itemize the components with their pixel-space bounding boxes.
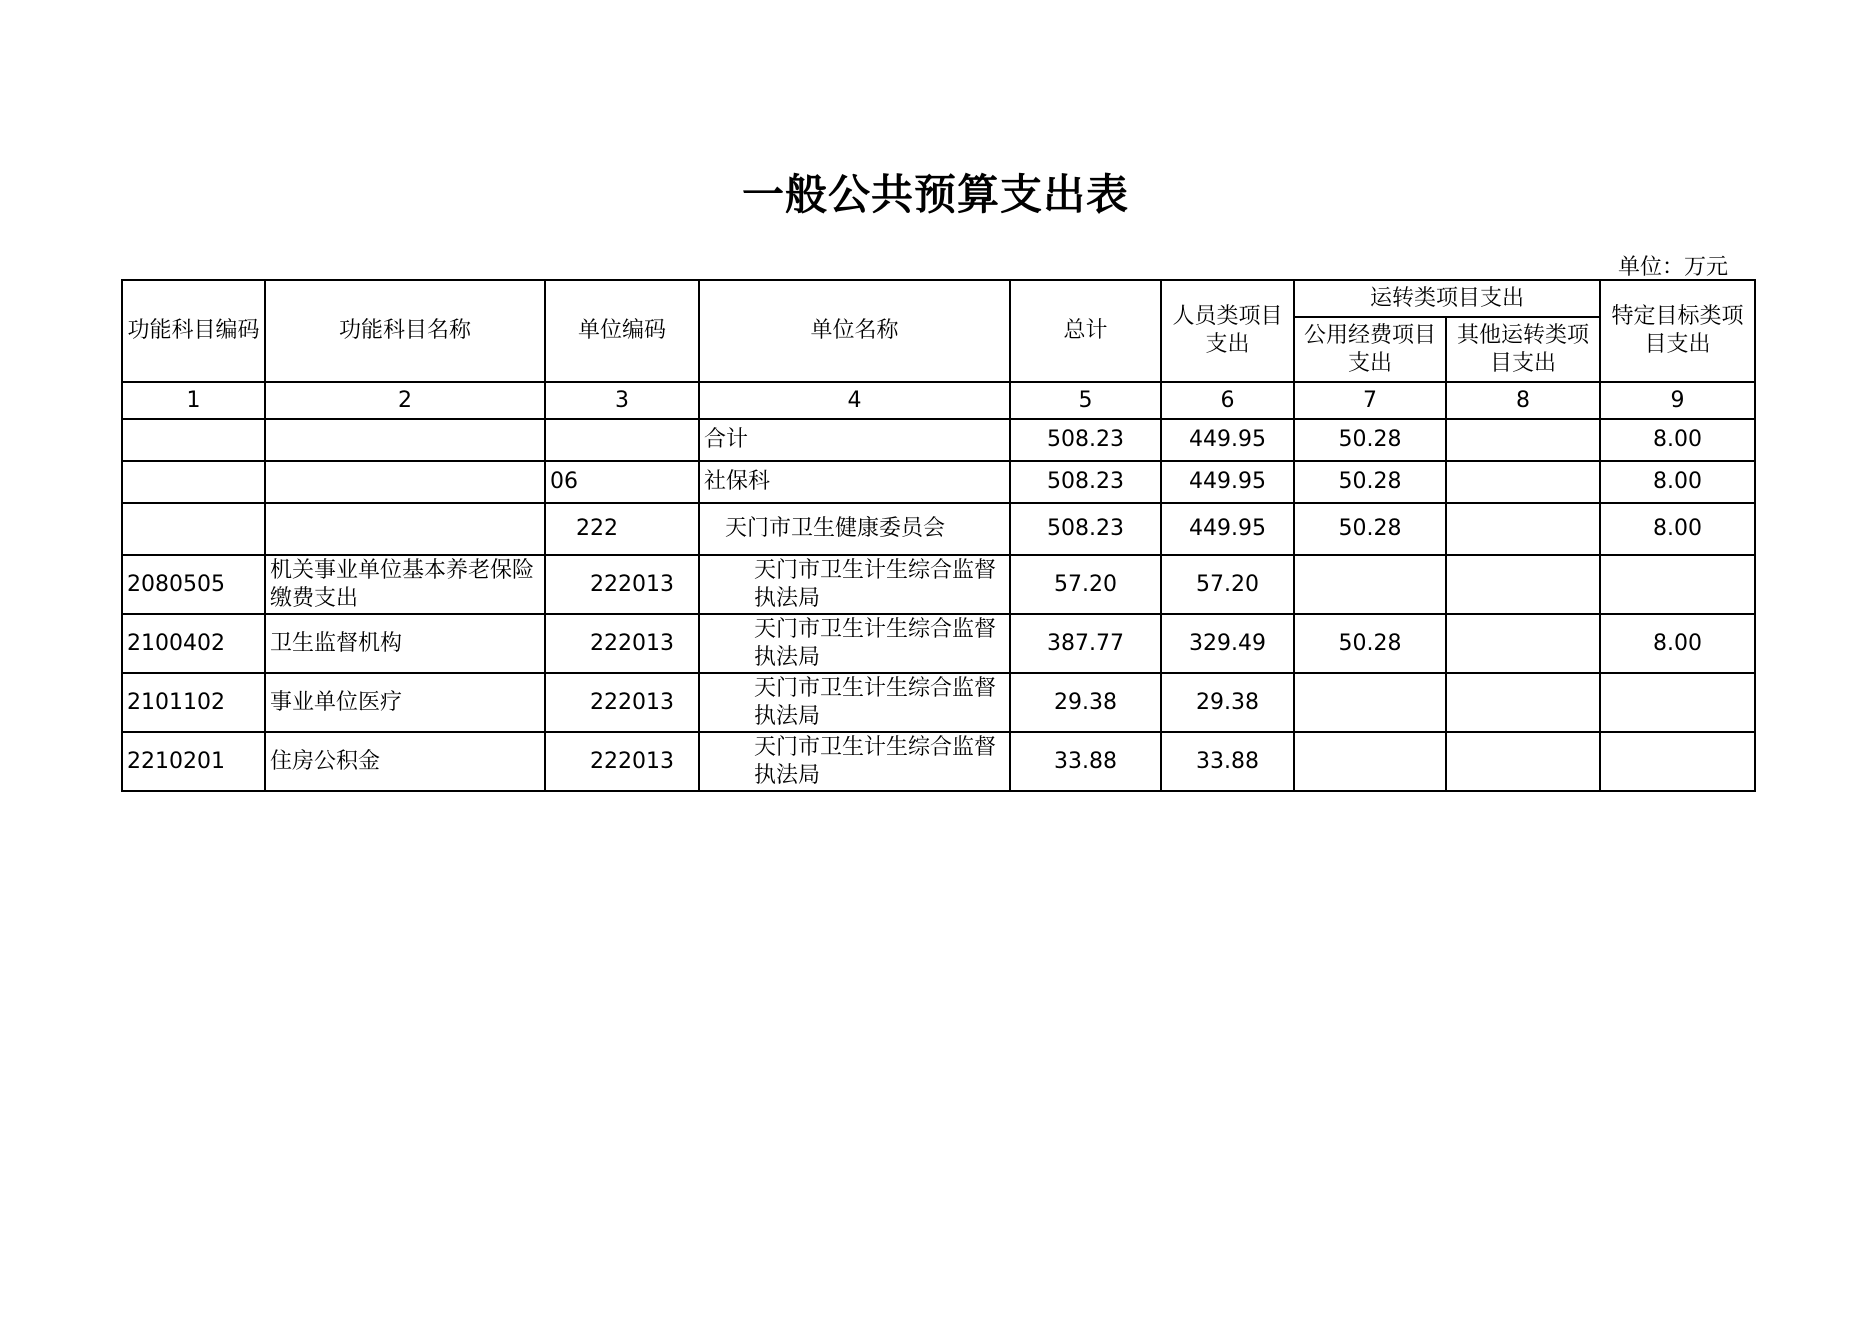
public-funds-cell: [1294, 555, 1446, 614]
personnel-cell: 449.95: [1161, 503, 1294, 555]
unit-label: 单位：万元: [1617, 255, 1728, 280]
unit-code-cell: [545, 419, 699, 461]
func-name-cell: [265, 461, 545, 503]
specific-cell: [1600, 673, 1755, 732]
table-row: [122, 419, 1755, 461]
func-name-cell: 卫生监督机构: [265, 614, 545, 673]
personnel-cell: 329.49: [1161, 614, 1294, 673]
total-cell: 387.77: [1010, 614, 1161, 673]
column-number: 6: [1161, 382, 1294, 419]
header-row: [122, 280, 1755, 317]
other-operation-cell: [1446, 419, 1600, 461]
func-code-cell: 2101102: [122, 673, 265, 732]
unit-code-cell: 222013: [545, 732, 699, 791]
func-code-cell: [122, 503, 265, 555]
unit-code-cell: 222013: [545, 614, 699, 673]
other-operation-cell: [1446, 503, 1600, 555]
other-operation-cell: [1446, 555, 1600, 614]
public-funds-cell: 50.28: [1294, 614, 1446, 673]
header-unit-name: 单位名称: [699, 280, 1010, 382]
header-other-operation: 其他运转类项目支出: [1446, 317, 1600, 382]
unit-code-cell: 222: [545, 503, 699, 555]
page-title: 一般公共预算支出表: [741, 170, 1129, 219]
public-funds-cell: 50.28: [1294, 419, 1446, 461]
other-operation-cell: [1446, 732, 1600, 791]
personnel-cell: 57.20: [1161, 555, 1294, 614]
personnel-cell: 449.95: [1161, 461, 1294, 503]
header-specific: 特定目标类项目支出: [1600, 280, 1755, 382]
header-operation-group: 运转类项目支出: [1294, 280, 1600, 317]
public-funds-cell: [1294, 732, 1446, 791]
specific-cell: 8.00: [1600, 461, 1755, 503]
table-row: [122, 673, 1755, 732]
func-name-cell: [265, 419, 545, 461]
unit-name-cell: 合计: [699, 419, 1010, 461]
unit-code-cell: 222013: [545, 673, 699, 732]
specific-cell: [1600, 732, 1755, 791]
total-cell: 508.23: [1010, 461, 1161, 503]
func-code-cell: 2210201: [122, 732, 265, 791]
other-operation-cell: [1446, 673, 1600, 732]
public-funds-cell: 50.28: [1294, 503, 1446, 555]
unit-name-cell: 天门市卫生计生综合监督执法局: [699, 673, 1010, 732]
header-public-funds: 公用经费项目支出: [1294, 317, 1446, 382]
unit-code-cell: 06: [545, 461, 699, 503]
total-cell: 508.23: [1010, 503, 1161, 555]
header-total: 总计: [1010, 280, 1161, 382]
header-unit-code: 单位编码: [545, 280, 699, 382]
column-number: 1: [122, 382, 265, 419]
func-name-cell: [265, 503, 545, 555]
column-number: 9: [1600, 382, 1755, 419]
personnel-cell: 449.95: [1161, 419, 1294, 461]
total-cell: 29.38: [1010, 673, 1161, 732]
public-funds-cell: 50.28: [1294, 461, 1446, 503]
total-cell: 57.20: [1010, 555, 1161, 614]
table-row: [122, 614, 1755, 673]
table-row: [122, 461, 1755, 503]
table-row: [122, 732, 1755, 791]
personnel-cell: 33.88: [1161, 732, 1294, 791]
specific-cell: 8.00: [1600, 614, 1755, 673]
column-number: 5: [1010, 382, 1161, 419]
personnel-cell: 29.38: [1161, 673, 1294, 732]
table-row: [122, 555, 1755, 614]
func-name-cell: 机关事业单位基本养老保险缴费支出: [265, 555, 545, 614]
unit-name-cell: 天门市卫生计生综合监督执法局: [699, 732, 1010, 791]
total-cell: 33.88: [1010, 732, 1161, 791]
specific-cell: 8.00: [1600, 503, 1755, 555]
column-number: 7: [1294, 382, 1446, 419]
column-number: 4: [699, 382, 1010, 419]
column-number: 3: [545, 382, 699, 419]
budget-table: [121, 279, 1756, 792]
func-code-cell: [122, 461, 265, 503]
other-operation-cell: [1446, 614, 1600, 673]
header-func-name: 功能科目名称: [265, 280, 545, 382]
specific-cell: [1600, 555, 1755, 614]
specific-cell: 8.00: [1600, 419, 1755, 461]
unit-name-cell: 天门市卫生计生综合监督执法局: [699, 555, 1010, 614]
total-cell: 508.23: [1010, 419, 1161, 461]
func-code-cell: 2100402: [122, 614, 265, 673]
func-code-cell: [122, 419, 265, 461]
func-name-cell: 住房公积金: [265, 732, 545, 791]
public-funds-cell: [1294, 673, 1446, 732]
unit-name-cell: 天门市卫生计生综合监督执法局: [699, 614, 1010, 673]
unit-code-cell: 222013: [545, 555, 699, 614]
column-number: 8: [1446, 382, 1600, 419]
func-code-cell: 2080505: [122, 555, 265, 614]
header-personnel: 人员类项目支出: [1161, 280, 1294, 382]
unit-name-cell: 天门市卫生健康委员会: [699, 503, 1010, 555]
header-func-code: 功能科目编码: [122, 280, 265, 382]
column-number-row: [122, 382, 1755, 419]
unit-name-cell: 社保科: [699, 461, 1010, 503]
column-number: 2: [265, 382, 545, 419]
other-operation-cell: [1446, 461, 1600, 503]
func-name-cell: 事业单位医疗: [265, 673, 545, 732]
table-row: [122, 503, 1755, 555]
